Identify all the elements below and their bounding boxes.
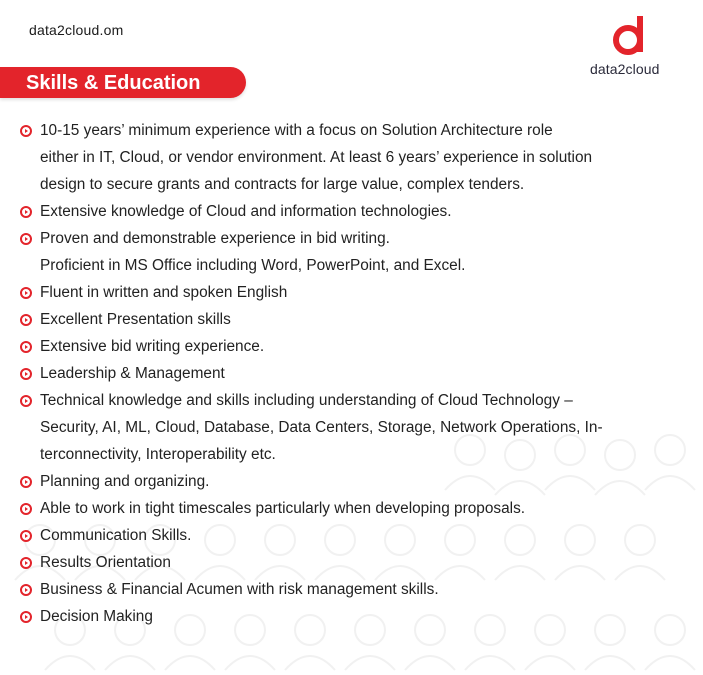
list-item-text-line: Results Orientation [40,554,171,571]
list-item-text-line: Security, AI, ML, Cloud, Database, Data Centers, Storage, Network Operations, In- [40,419,603,436]
list-item-text-line: Leadership & Management [40,365,225,382]
circle-arrow-bullet-icon [20,503,32,515]
list-item [20,279,680,306]
list-item [20,333,680,360]
list-item-text-line: design to secure grants and contracts for large value, complex tenders. [40,176,525,193]
circle-arrow-bullet-icon [20,125,32,137]
circle-arrow-bullet-icon [20,368,32,380]
list-item [20,522,680,549]
circle-arrow-bullet-icon [20,584,32,596]
list-item [20,468,680,495]
circle-arrow-bullet-icon [20,557,32,569]
brand-logo [588,12,678,80]
circle-arrow-bullet-icon [20,287,32,299]
list-item [20,225,680,279]
circle-arrow-bullet-icon [20,233,32,245]
list-item [20,549,680,576]
list-item-text-line: Technical knowledge and skills including understanding of Cloud Technology – [40,392,573,409]
list-item [20,576,680,603]
list-item-text-line: Business & Financial Acumen with risk management skills. [40,581,439,598]
skills-list [20,117,680,630]
circle-arrow-bullet-icon [20,341,32,353]
list-item-text-line: Fluent in written and spoken English [40,284,288,301]
logo-text: data2cloud [590,61,660,77]
circle-arrow-bullet-icon [20,395,32,407]
list-item-text-line: Able to work in tight timescales particularly when developing proposals. [40,500,526,517]
list-item [20,306,680,333]
list-item-text-line: Communication Skills. [40,527,192,544]
circle-arrow-bullet-icon [20,530,32,542]
list-item [20,198,680,225]
site-url[interactable]: data2cloud.om [29,22,124,38]
list-item [20,387,680,468]
circle-arrow-bullet-icon [20,314,32,326]
data2cloud-logo-icon [604,12,652,60]
list-item-text-line: Proven and demonstrable experience in bid writing. [40,230,390,247]
list-item-text-line: Proficient in MS Office including Word, PowerPoint, and Excel. [40,257,466,274]
circle-arrow-bullet-icon [20,206,32,218]
list-item-text-line: Excellent Presentation skills [40,311,231,328]
circle-arrow-bullet-icon [20,476,32,488]
list-item-text-line: 10-15 years’ minimum experience with a focus on Solution Architecture role [40,122,553,139]
list-item [20,495,680,522]
list-item [20,603,680,630]
list-item-text-line: Extensive knowledge of Cloud and information technologies. [40,203,452,220]
section-title: Skills & Education [26,72,201,94]
list-item-text-line: either in IT, Cloud, or vendor environment. At least 6 years’ experience in solution [40,149,593,166]
list-item-text-line: Planning and organizing. [40,473,210,490]
list-item-text-line: terconnectivity, Interoperability etc. [40,446,276,463]
list-item-text-line: Decision Making [40,608,153,625]
list-item [20,360,680,387]
list-item-text-line: Extensive bid writing experience. [40,338,265,355]
list-item [20,117,680,198]
section-banner [0,67,246,98]
circle-arrow-bullet-icon [20,611,32,623]
